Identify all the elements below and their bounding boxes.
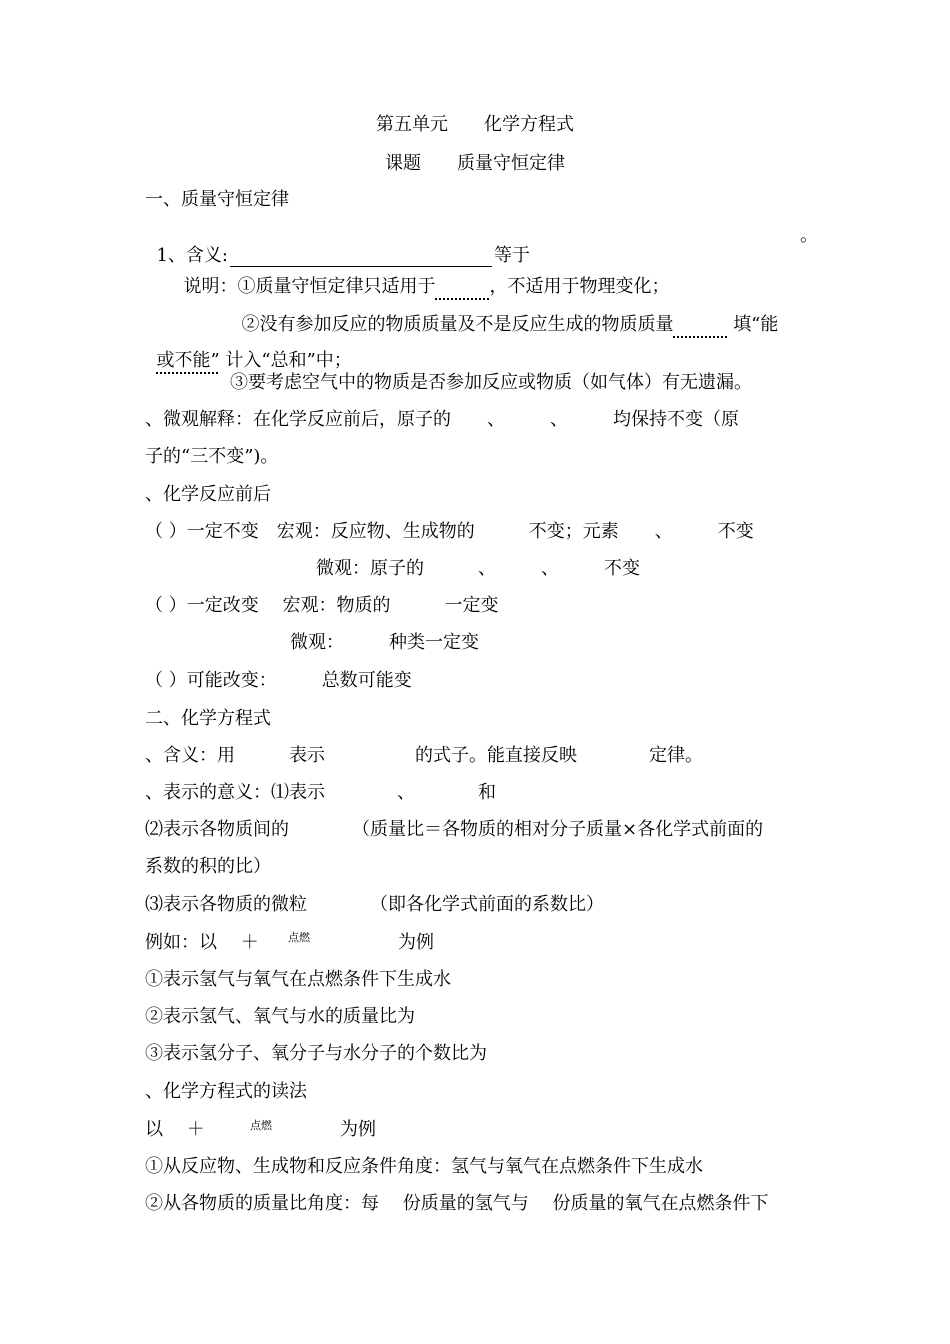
dotted-blank xyxy=(673,314,727,335)
section-heading-1: 一、质量守恒定律 xyxy=(145,189,289,210)
dotted-emphasis: 或不能” xyxy=(156,350,220,371)
definition-equals: 等于 xyxy=(493,245,530,266)
note-text: 说明：①质量守恒定律只适用于 xyxy=(183,276,436,297)
micro-explanation: 、微观解释：在化学反应前后，原子的 、 、 均保持不变（原 xyxy=(145,409,739,430)
equation-meaning: 、含义：用 表示 的式子。能直接反映 定律。 xyxy=(145,745,703,766)
example-label: 例如：以 ＋ xyxy=(145,932,259,953)
example-item-2: ②表示氢气、氧气与水的质量比为 xyxy=(145,1006,415,1027)
note-line-2-cont xyxy=(145,328,352,372)
unchanged-micro: 微观：原子的 、 、 不变 xyxy=(316,558,640,579)
note-text: ，不适用于物理变化； xyxy=(489,276,670,297)
page-subtitle: 课题 质量守恒定律 xyxy=(385,153,565,174)
before-after-heading: 、化学反应前后 xyxy=(145,484,271,505)
unchanged-line: （ ）一定不变 宏观：反应物、生成物的 不变；元素 、 不变 xyxy=(145,521,754,542)
reading-heading: 、化学方程式的读法 xyxy=(145,1081,307,1102)
note-line-3: ③要考虑空气中的物质是否参加反应或物质（如气体）有无遗漏。 xyxy=(230,372,752,393)
definition-label: 1、含义: xyxy=(156,245,228,266)
changed-line: （ ）一定改变 宏观：物质的 一定变 xyxy=(145,595,499,616)
example-suffix: 为例 xyxy=(398,932,434,953)
micro-explanation-cont: 子的“三不变”)。 xyxy=(145,446,279,467)
equation-significance: 、表示的意义：⑴表示 、 和 xyxy=(145,782,496,803)
reading-item-2: ②从各物质的质量比角度：每 份质量的氢气与 份质量的氧气在点燃条件下 xyxy=(145,1193,769,1214)
mass-ratio-line: ⑵表示各物质间的 （质量比＝各物质的相对分子质量×各化学式前面的 xyxy=(145,819,764,840)
note-text: 计入“总和”中； xyxy=(219,350,352,371)
section-heading-2: 二、化学方程式 xyxy=(145,708,271,729)
reading-example-suffix: 为例 xyxy=(340,1119,376,1140)
mass-ratio-cont: 系数的积的比） xyxy=(145,856,271,877)
ignition-label: 点燃 xyxy=(250,1119,272,1132)
particle-ratio-line: ⑶表示各物质的微粒 （即各化学式前面的系数比） xyxy=(145,894,604,915)
reading-example-label: 以 ＋ xyxy=(145,1119,205,1140)
reading-item-1: ①从反应物、生成物和反应条件角度：氢气与氧气在点燃条件下生成水 xyxy=(145,1156,703,1177)
note-text: ②没有参加反应的物质质量及不是反应生成的物质质量 xyxy=(241,314,674,335)
changed-micro: 微观： 种类一定变 xyxy=(290,632,479,653)
maybe-changed-line: （ ）可能改变： 总数可能变 xyxy=(145,670,412,691)
ignition-label: 点燃 xyxy=(288,931,310,944)
page-title: 第五单元 化学方程式 xyxy=(376,114,574,135)
note-text: 填“能 xyxy=(733,314,779,335)
example-item-3: ③表示氢分子、氧分子与水分子的个数比为 xyxy=(145,1043,487,1064)
example-item-1: ①表示氢气与氧气在点燃条件下生成水 xyxy=(145,969,451,990)
definition-period: 。 xyxy=(800,225,818,246)
